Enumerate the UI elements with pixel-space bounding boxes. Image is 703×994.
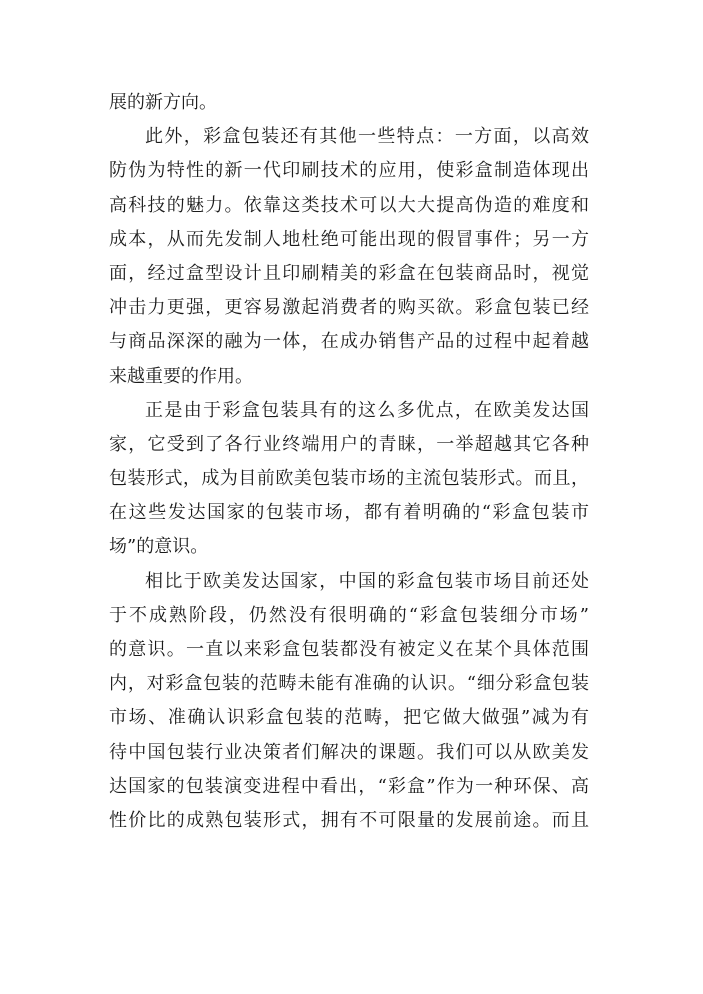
text-line: 市场、准确认识彩盒包装的范畴，把它做大做强”减为有 (109, 707, 589, 729)
text-line: 防伪为特性的新一代印刷技术的应用，使彩盒制造体现出 (109, 160, 589, 182)
text-line: 与商品深深的融为一体，在成办销售产品的过程中起着越 (109, 331, 589, 353)
text-line: 场”的意识。 (109, 536, 209, 558)
text-line: 来越重要的作用。 (109, 365, 253, 387)
text-line: 正是由于彩盒包装具有的这么多优点，在欧美发达国 (145, 399, 589, 421)
text-line: 此外，彩盒包装还有其他一些特点：一方面，以高效 (145, 126, 589, 148)
text-line: 于不成熟阶段，仍然没有很明确的“彩盒包装细分市场” (109, 604, 589, 626)
text-line: 展的新方向。 (109, 92, 217, 113)
text-line: 相比于欧美发达国家，中国的彩盒包装市场目前还处 (145, 570, 589, 592)
text-line: 家，它受到了各行业终端用户的青睐，一举超越其它各种 (109, 433, 589, 455)
text-line: 成本，从而先发制人地杜绝可能出现的假冒事件；另一方 (109, 228, 589, 250)
text-line: 冲击力更强，更容易激起消费者的购买欲。彩盒包装已经 (109, 297, 589, 319)
text-line: 面，经过盒型设计且印刷精美的彩盒在包装商品时，视觉 (109, 262, 589, 284)
text-line: 在这些发达国家的包装市场，都有着明确的“彩盒包装市 (109, 502, 589, 524)
text-line: 内，对彩盒包装的范畴未能有准确的认识。“细分彩盒包装 (109, 673, 589, 695)
body-text (109, 86, 589, 838)
text-line: 达国家的包装演变进程中看出，“彩盒”作为一种环保、高 (109, 775, 589, 797)
text-line: 包装形式，成为目前欧美包装市场的主流包装形式。而且， (109, 468, 589, 490)
text-line: 的意识。一直以来彩盒包装都没有被定义在某个具体范围 (109, 639, 589, 660)
text-line: 高科技的魅力。依靠这类技术可以大大提高伪造的难度和 (109, 194, 589, 216)
text-line: 待中国包装行业决策者们解决的课题。我们可以从欧美发 (109, 741, 589, 763)
text-line: 性价比的成熟包装形式，拥有不可限量的发展前途。而且 (109, 809, 589, 831)
